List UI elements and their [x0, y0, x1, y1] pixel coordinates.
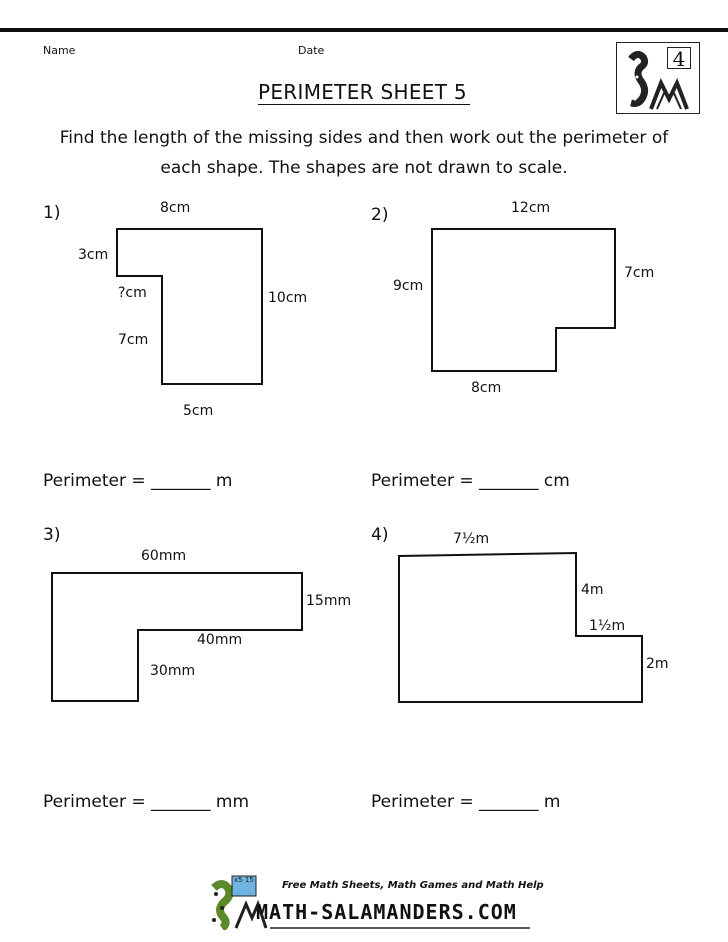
problem-3-number: 3): [43, 525, 61, 545]
problem-2-bottom-label: 8cm: [471, 380, 502, 396]
problem-3-right-label: 15mm: [306, 593, 352, 609]
problem-4-right-lower-label: 2m: [646, 656, 669, 672]
problem-1-right-label: 10cm: [268, 290, 308, 306]
problem-3-top-label: 60mm: [141, 548, 187, 564]
problem-4-right-upper-label: 4m: [581, 582, 604, 598]
instructions-line-1: Find the length of the missing sides and then work out the perimeter of: [59, 128, 669, 148]
footer-icon-board-text: x5 15: [234, 876, 254, 884]
grade-number: 4: [667, 47, 691, 69]
problem-3-inner-vertical-label: 30mm: [150, 663, 196, 679]
problem-1-missing-label: ?cm: [118, 285, 147, 301]
problem-2-top-label: 12cm: [511, 200, 551, 216]
problem-2-right-label: 7cm: [624, 265, 655, 281]
problem-3-inner-label: 40mm: [197, 632, 243, 648]
problem-2-perimeter: Perimeter = _______ cm: [371, 471, 570, 491]
problem-4-step-label: 1½m: [589, 618, 626, 634]
problem-1-perimeter: Perimeter = _______ m: [43, 471, 233, 491]
problem-4-number: 4): [371, 525, 389, 545]
problem-4-perimeter: Perimeter = _______ m: [371, 792, 561, 812]
problem-1-left-bottom-label: 7cm: [118, 332, 149, 348]
name-label: Name: [43, 44, 76, 57]
problem-4-top-label: 7½m: [453, 531, 490, 547]
instructions-line-2: each shape. The shapes are not drawn to scale.: [160, 158, 568, 178]
problem-2-number: 2): [371, 205, 389, 225]
footer-tagline: Free Math Sheets, Math Games and Math Help: [282, 880, 544, 891]
problem-3-perimeter: Perimeter = _______ mm: [43, 792, 250, 812]
page-title: PERIMETER SHEET 5: [258, 80, 467, 104]
problem-1-left-top-label: 3cm: [78, 247, 109, 263]
problem-1-top-label: 8cm: [160, 200, 191, 216]
problem-2-left-label: 9cm: [393, 278, 424, 294]
date-label: Date: [298, 44, 325, 57]
footer-brand[interactable]: MATH-SALAMANDERS.COM: [256, 900, 517, 924]
problem-1-bottom-label: 5cm: [183, 403, 214, 419]
problem-1-number: 1): [43, 203, 61, 223]
